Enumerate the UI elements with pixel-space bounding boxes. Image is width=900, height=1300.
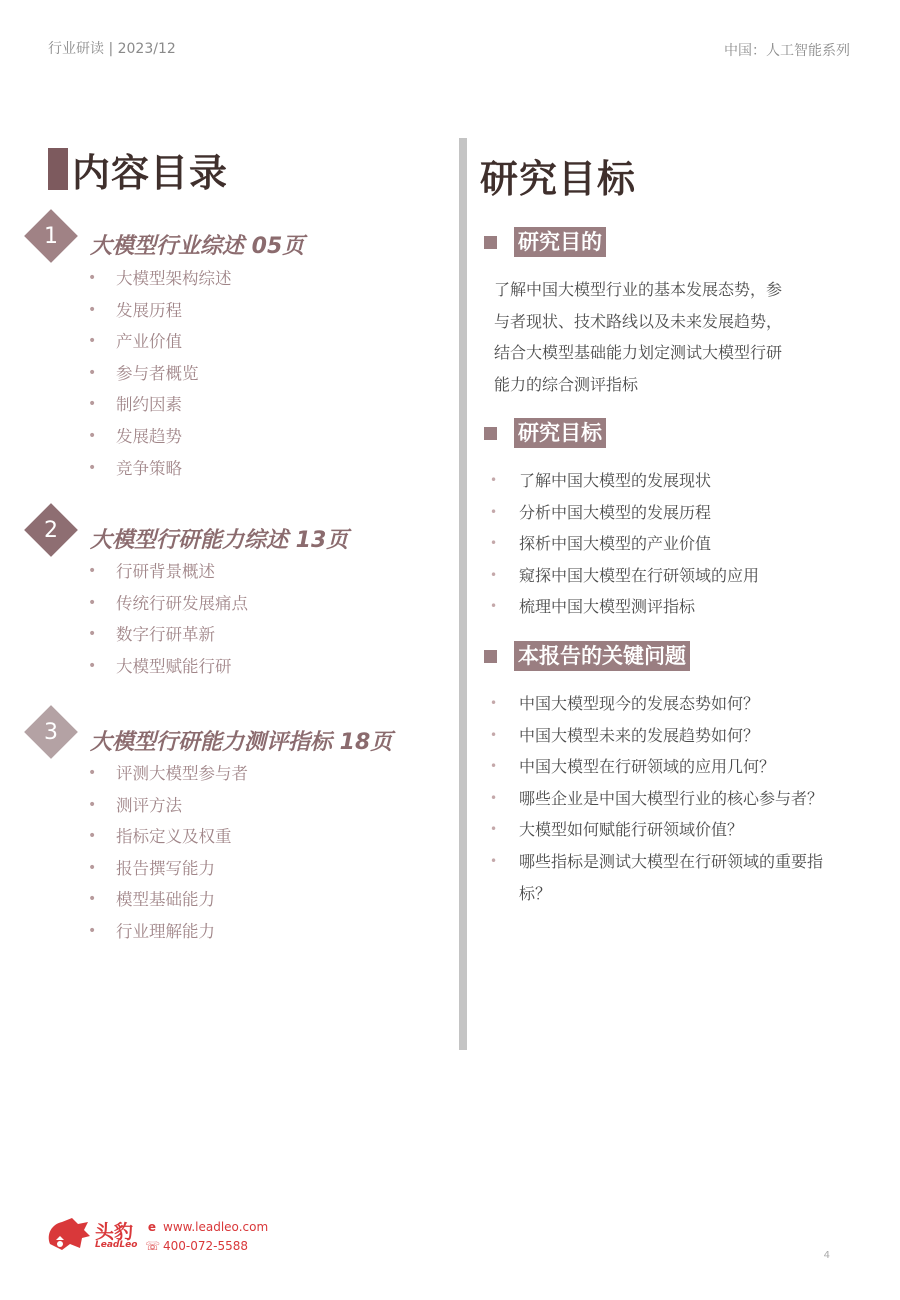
purpose-heading-label: 研究目的 bbox=[514, 227, 606, 257]
heading-square-icon bbox=[484, 236, 497, 249]
list-item[interactable]: • 评测大模型参与者 bbox=[88, 764, 248, 783]
brand-name: 头豹 bbox=[95, 1221, 134, 1243]
list-item: • 了解中国大模型的发展现状 bbox=[490, 471, 712, 490]
section-title[interactable]: 大模型行业综述 05页 bbox=[90, 234, 305, 259]
toc-title: 内容目录 bbox=[72, 150, 229, 195]
questions-heading-label: 本报告的关键问题 bbox=[514, 641, 690, 671]
list-item[interactable]: • 行业理解能力 bbox=[88, 921, 215, 941]
list-item: • 探析中国大模型的产业价值 bbox=[490, 534, 712, 554]
paragraph-line: 结合大模型基础能力划定测试大模型行研 bbox=[494, 343, 783, 362]
header-series-label: 中国：人工智能系列 bbox=[724, 43, 850, 59]
targets-list bbox=[490, 465, 835, 623]
toc-heading bbox=[48, 146, 229, 195]
brand-name-en: LeadLeo bbox=[95, 1240, 138, 1250]
section-title[interactable]: 大模型行研能力测评指标 18页 bbox=[90, 730, 393, 755]
list-item[interactable]: • 指标定义及权重 bbox=[88, 827, 232, 847]
purpose-heading bbox=[484, 227, 606, 257]
paragraph-line: 与者现状、技术路线以及未来发展趋势， bbox=[494, 311, 783, 331]
phone-text: 400-072-5588 bbox=[163, 1239, 249, 1253]
list-item: • 大模型如何赋能行研领域价值？ bbox=[490, 820, 744, 840]
column-divider bbox=[459, 138, 467, 1050]
list-item[interactable]: • 传统行研发展痛点 bbox=[88, 593, 248, 613]
section-item-list bbox=[88, 758, 248, 948]
paragraph-line: 能力的综合测评指标 bbox=[494, 374, 639, 394]
list-item[interactable]: • 测评方法 bbox=[88, 795, 182, 815]
list-item[interactable]: • 报告撰写能力 bbox=[88, 858, 215, 878]
website-text: www.leadleo.com bbox=[163, 1220, 269, 1234]
targets-heading bbox=[484, 418, 606, 448]
header-report-label: 行业研读 | 2023/12 bbox=[48, 41, 176, 57]
section-number: 1 bbox=[44, 223, 58, 249]
targets-heading-label: 研究目标 bbox=[514, 418, 606, 448]
heading-square-icon bbox=[484, 650, 497, 663]
page-number: 4 bbox=[823, 1250, 830, 1261]
paragraph-line: 了解中国大模型行业的基本发展态势，参 bbox=[494, 280, 783, 299]
list-item: • 梳理中国大模型测评指标 bbox=[490, 597, 696, 617]
leadleo-logo-icon bbox=[44, 1214, 92, 1254]
list-item[interactable]: • 发展历程 bbox=[88, 300, 182, 320]
list-item[interactable]: • 竞争策略 bbox=[88, 458, 182, 478]
toc-heading-bar bbox=[48, 148, 68, 190]
list-item: • 中国大模型现今的发展态势如何？ bbox=[490, 694, 760, 713]
list-item[interactable]: • 行研背景概述 bbox=[88, 562, 215, 581]
questions-list bbox=[490, 688, 835, 909]
website-link[interactable] bbox=[145, 1220, 268, 1234]
list-item: • 分析中国大模型的发展历程 bbox=[490, 502, 712, 522]
section-item-list bbox=[88, 263, 232, 484]
section-number: 3 bbox=[44, 719, 58, 745]
list-item: • 中国大模型在行研领域的应用几何？ bbox=[490, 757, 776, 777]
questions-heading bbox=[484, 641, 690, 671]
phone-icon: ☏ bbox=[145, 1239, 161, 1253]
list-item[interactable]: • 制约因素 bbox=[88, 395, 182, 415]
list-item[interactable]: • 参与者概览 bbox=[88, 363, 199, 383]
list-item: • 中国大模型未来的发展趋势如何？ bbox=[490, 725, 760, 745]
phone-contact[interactable] bbox=[145, 1239, 248, 1253]
list-item: • 哪些指标是测试大模型在行研领域的重要指标？ bbox=[490, 851, 824, 903]
section-number: 2 bbox=[44, 517, 58, 543]
list-item[interactable]: • 发展趋势 bbox=[88, 426, 182, 446]
list-item[interactable]: • 大模型架构综述 bbox=[88, 269, 232, 288]
section-item-list bbox=[88, 556, 248, 682]
e-icon: e bbox=[147, 1220, 157, 1234]
list-item[interactable]: • 模型基础能力 bbox=[88, 890, 215, 910]
list-item[interactable]: • 产业价值 bbox=[88, 332, 182, 352]
list-item: • 窥探中国大模型在行研领域的应用 bbox=[490, 565, 760, 585]
section-title[interactable]: 大模型行研能力综述 13页 bbox=[90, 528, 349, 553]
goals-title: 研究目标 bbox=[480, 157, 637, 201]
list-item[interactable]: • 大模型赋能行研 bbox=[88, 656, 232, 676]
purpose-paragraph bbox=[494, 274, 834, 400]
list-item: • 哪些企业是中国大模型行业的核心参与者？ bbox=[490, 788, 824, 808]
heading-square-icon bbox=[484, 427, 497, 440]
list-item[interactable]: • 数字行研革新 bbox=[88, 625, 215, 645]
